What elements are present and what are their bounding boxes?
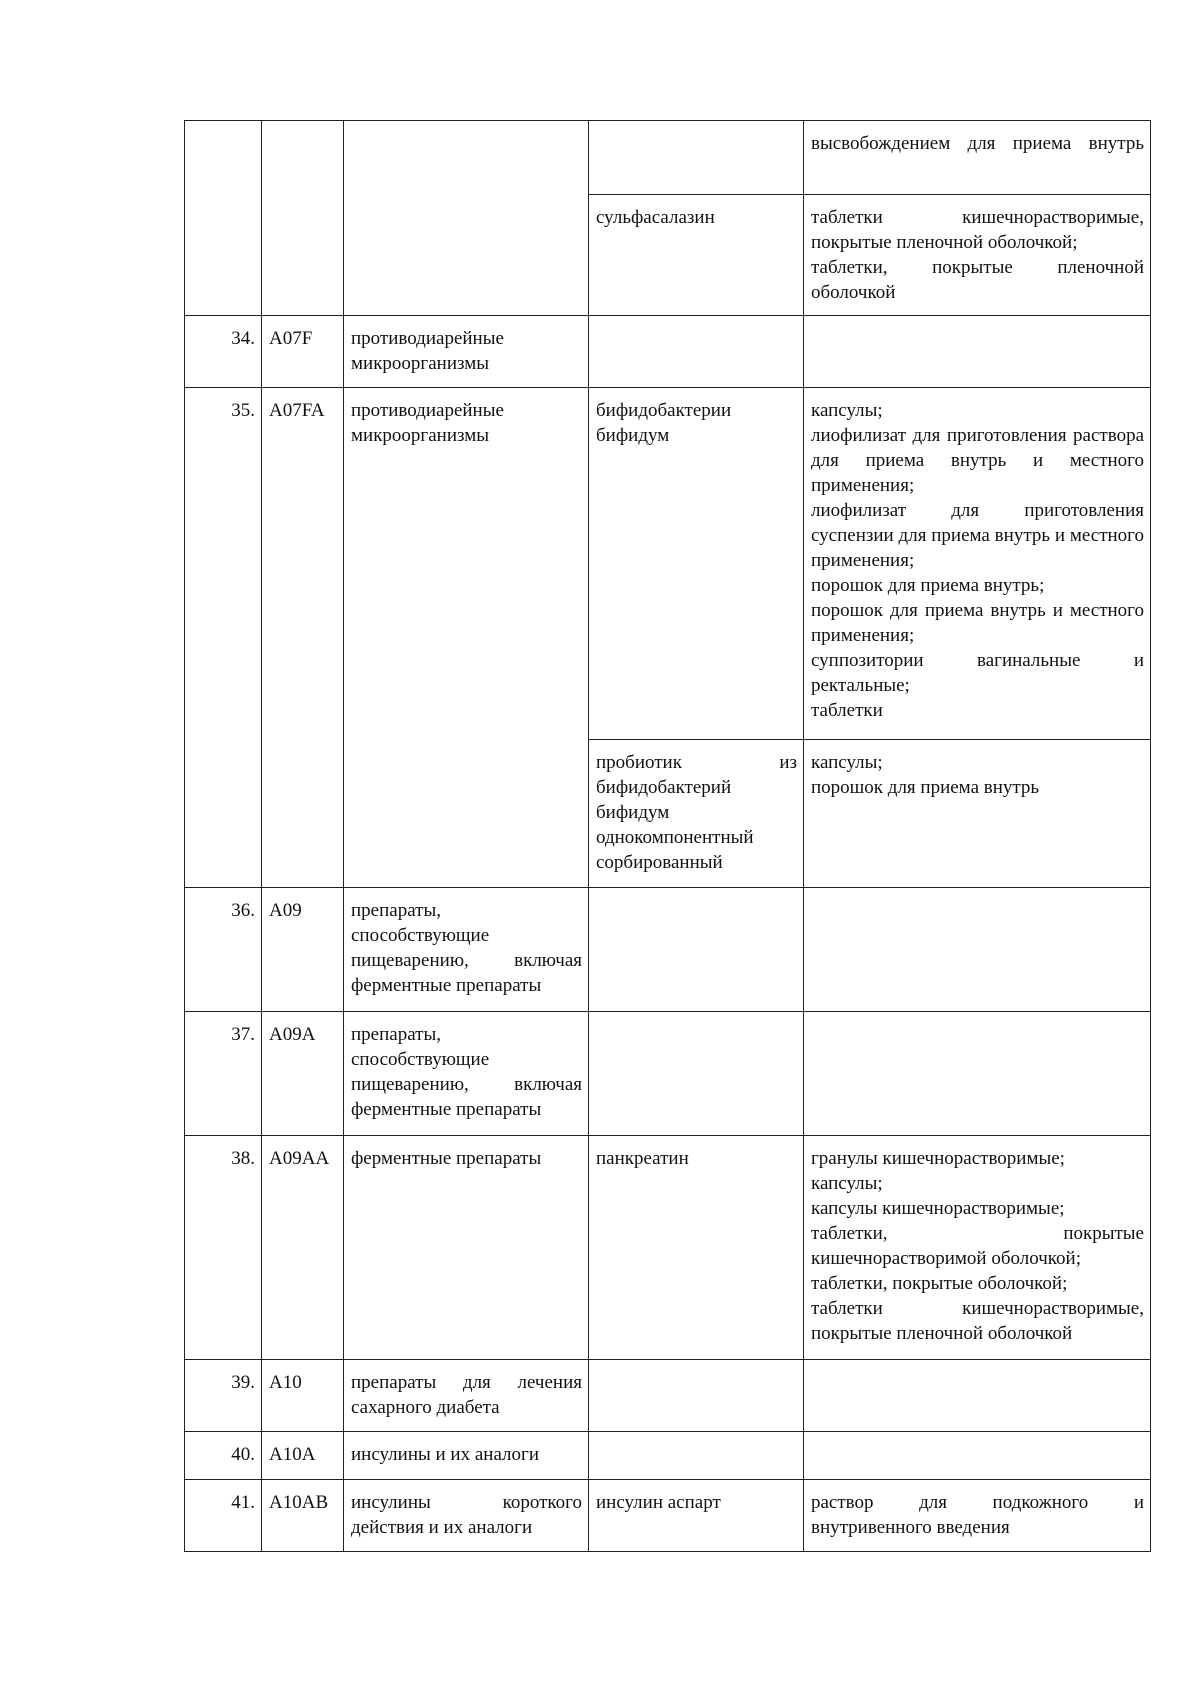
dosage-form-cell [804, 1432, 1151, 1480]
table-row [185, 121, 1151, 195]
row-number-cell: 37. [185, 1012, 262, 1136]
drug-name-cell [589, 388, 804, 740]
group-cell: инсулины и их аналоги [344, 1432, 589, 1480]
drug-name-cell: инсулин аспарт [589, 1480, 804, 1552]
row-number-cell: 40. [185, 1432, 262, 1480]
table-row [185, 1136, 1151, 1360]
row-number-cell: 38. [185, 1136, 262, 1360]
group-cell [344, 121, 589, 316]
drug-name-cell [589, 1432, 804, 1480]
dosage-form-line: таблетки кишечнорастворимые, покрытые пленочной оболочкой [811, 1298, 1144, 1344]
dosage-form-line: таблетки, покрытые оболочкой; [811, 1273, 1068, 1294]
drug-name-cell [589, 888, 804, 1012]
dosage-form-line: таблетки, покрытые пленочной оболочкой [811, 257, 1144, 303]
row-number-cell: 34. [185, 316, 262, 388]
row-number-cell [185, 121, 262, 316]
drug-name-cell: панкреатин [589, 1136, 804, 1360]
dosage-form-cell [804, 316, 1151, 388]
dosage-form-cell [804, 888, 1151, 1012]
table-row [185, 1480, 1151, 1552]
dosage-form-line: таблетки кишечнорастворимые, покрытые пленочной оболочкой; [811, 207, 1144, 253]
dosage-form-line: капсулы кишечнорастворимые; [811, 1198, 1065, 1219]
dosage-form-line: порошок для приема внутрь и местного применения; [811, 600, 1144, 646]
drug-name-cell [589, 121, 804, 195]
row-number-cell: 36. [185, 888, 262, 1012]
table-row [185, 316, 1151, 388]
dosage-form-cell [804, 195, 1151, 316]
dosage-form-cell [804, 121, 1151, 195]
group-cell: препараты, способствующие пищеварению, включая ферментные препараты [344, 888, 589, 1012]
drug-name: сульфасалазин [596, 207, 715, 228]
dosage-form-cell [804, 1480, 1151, 1552]
dosage-form-cell [804, 1136, 1151, 1360]
atc-code-cell: A07F [262, 316, 344, 388]
dosage-form-line: суппозитории вагинальные и ректальные; [811, 650, 1144, 696]
dosage-form-cell [804, 1012, 1151, 1136]
drug-name-cell [589, 316, 804, 388]
table-row [185, 1012, 1151, 1136]
dosage-form-line: лиофилизат для приготовления суспензии для приема внутрь и местного применения; [811, 500, 1144, 571]
drug-name-cell [589, 195, 804, 316]
drug-name-cell [589, 740, 804, 888]
dosage-form-cell [804, 1360, 1151, 1432]
drug-name: пробиотик из бифидобактерий бифидум однокомпонентный сорбированный [596, 752, 797, 873]
group-cell: препараты, способствующие пищеварению, включая ферментные препараты [344, 1012, 589, 1136]
atc-code-cell: A07FA [262, 388, 344, 888]
group-cell: ферментные препараты [344, 1136, 589, 1360]
table-row [185, 888, 1151, 1012]
group-cell: препараты для лечения сахарного диабета [344, 1360, 589, 1432]
dosage-form-line: капсулы; [811, 400, 883, 421]
dosage-form-line: порошок для приема внутрь; [811, 575, 1045, 596]
atc-code-cell: A10A [262, 1432, 344, 1480]
drug-name-cell [589, 1012, 804, 1136]
atc-code-cell [262, 121, 344, 316]
atc-code-cell: A10 [262, 1360, 344, 1432]
row-number-cell: 39. [185, 1360, 262, 1432]
table-row [185, 1360, 1151, 1432]
row-number-cell: 35. [185, 388, 262, 888]
table-row [185, 1432, 1151, 1480]
atc-code-cell: A10AB [262, 1480, 344, 1552]
atc-code-cell: A09A [262, 1012, 344, 1136]
dosage-form-line: капсулы; [811, 1173, 883, 1194]
drug-name-cell [589, 1360, 804, 1432]
atc-code-cell: A09 [262, 888, 344, 1012]
dosage-form-line: порошок для приема внутрь [811, 777, 1040, 798]
dosage-form-cell [804, 388, 1151, 740]
group-cell: противодиарейные микроорганизмы [344, 316, 589, 388]
dosage-form-line: таблетки, покрытые кишечнорастворимой оболочкой; [811, 1223, 1144, 1269]
dosage-form-line: высвобождением для приема внутрь [811, 133, 1144, 154]
atc-code-cell: A09AA [262, 1136, 344, 1360]
dosage-form-line: таблетки [811, 700, 883, 721]
row-number-cell: 41. [185, 1480, 262, 1552]
dosage-form-line: капсулы; [811, 752, 883, 773]
table-row [185, 388, 1151, 740]
dosage-form-line: гранулы кишечнорастворимые; [811, 1148, 1065, 1169]
dosage-form-line: лиофилизат для приготовления раствора для приема внутрь и местного применения; [811, 425, 1144, 496]
dosage-form-cell [804, 740, 1151, 888]
group-cell: инсулины короткого действия и их аналоги [344, 1480, 589, 1552]
drug-name: бифидобактерии бифидум [596, 400, 732, 446]
group-cell: противодиарейные микроорганизмы [344, 388, 589, 888]
drug-table [184, 120, 1151, 1552]
dosage-form-line: раствор для подкожного и внутривенного введения [811, 1492, 1144, 1538]
